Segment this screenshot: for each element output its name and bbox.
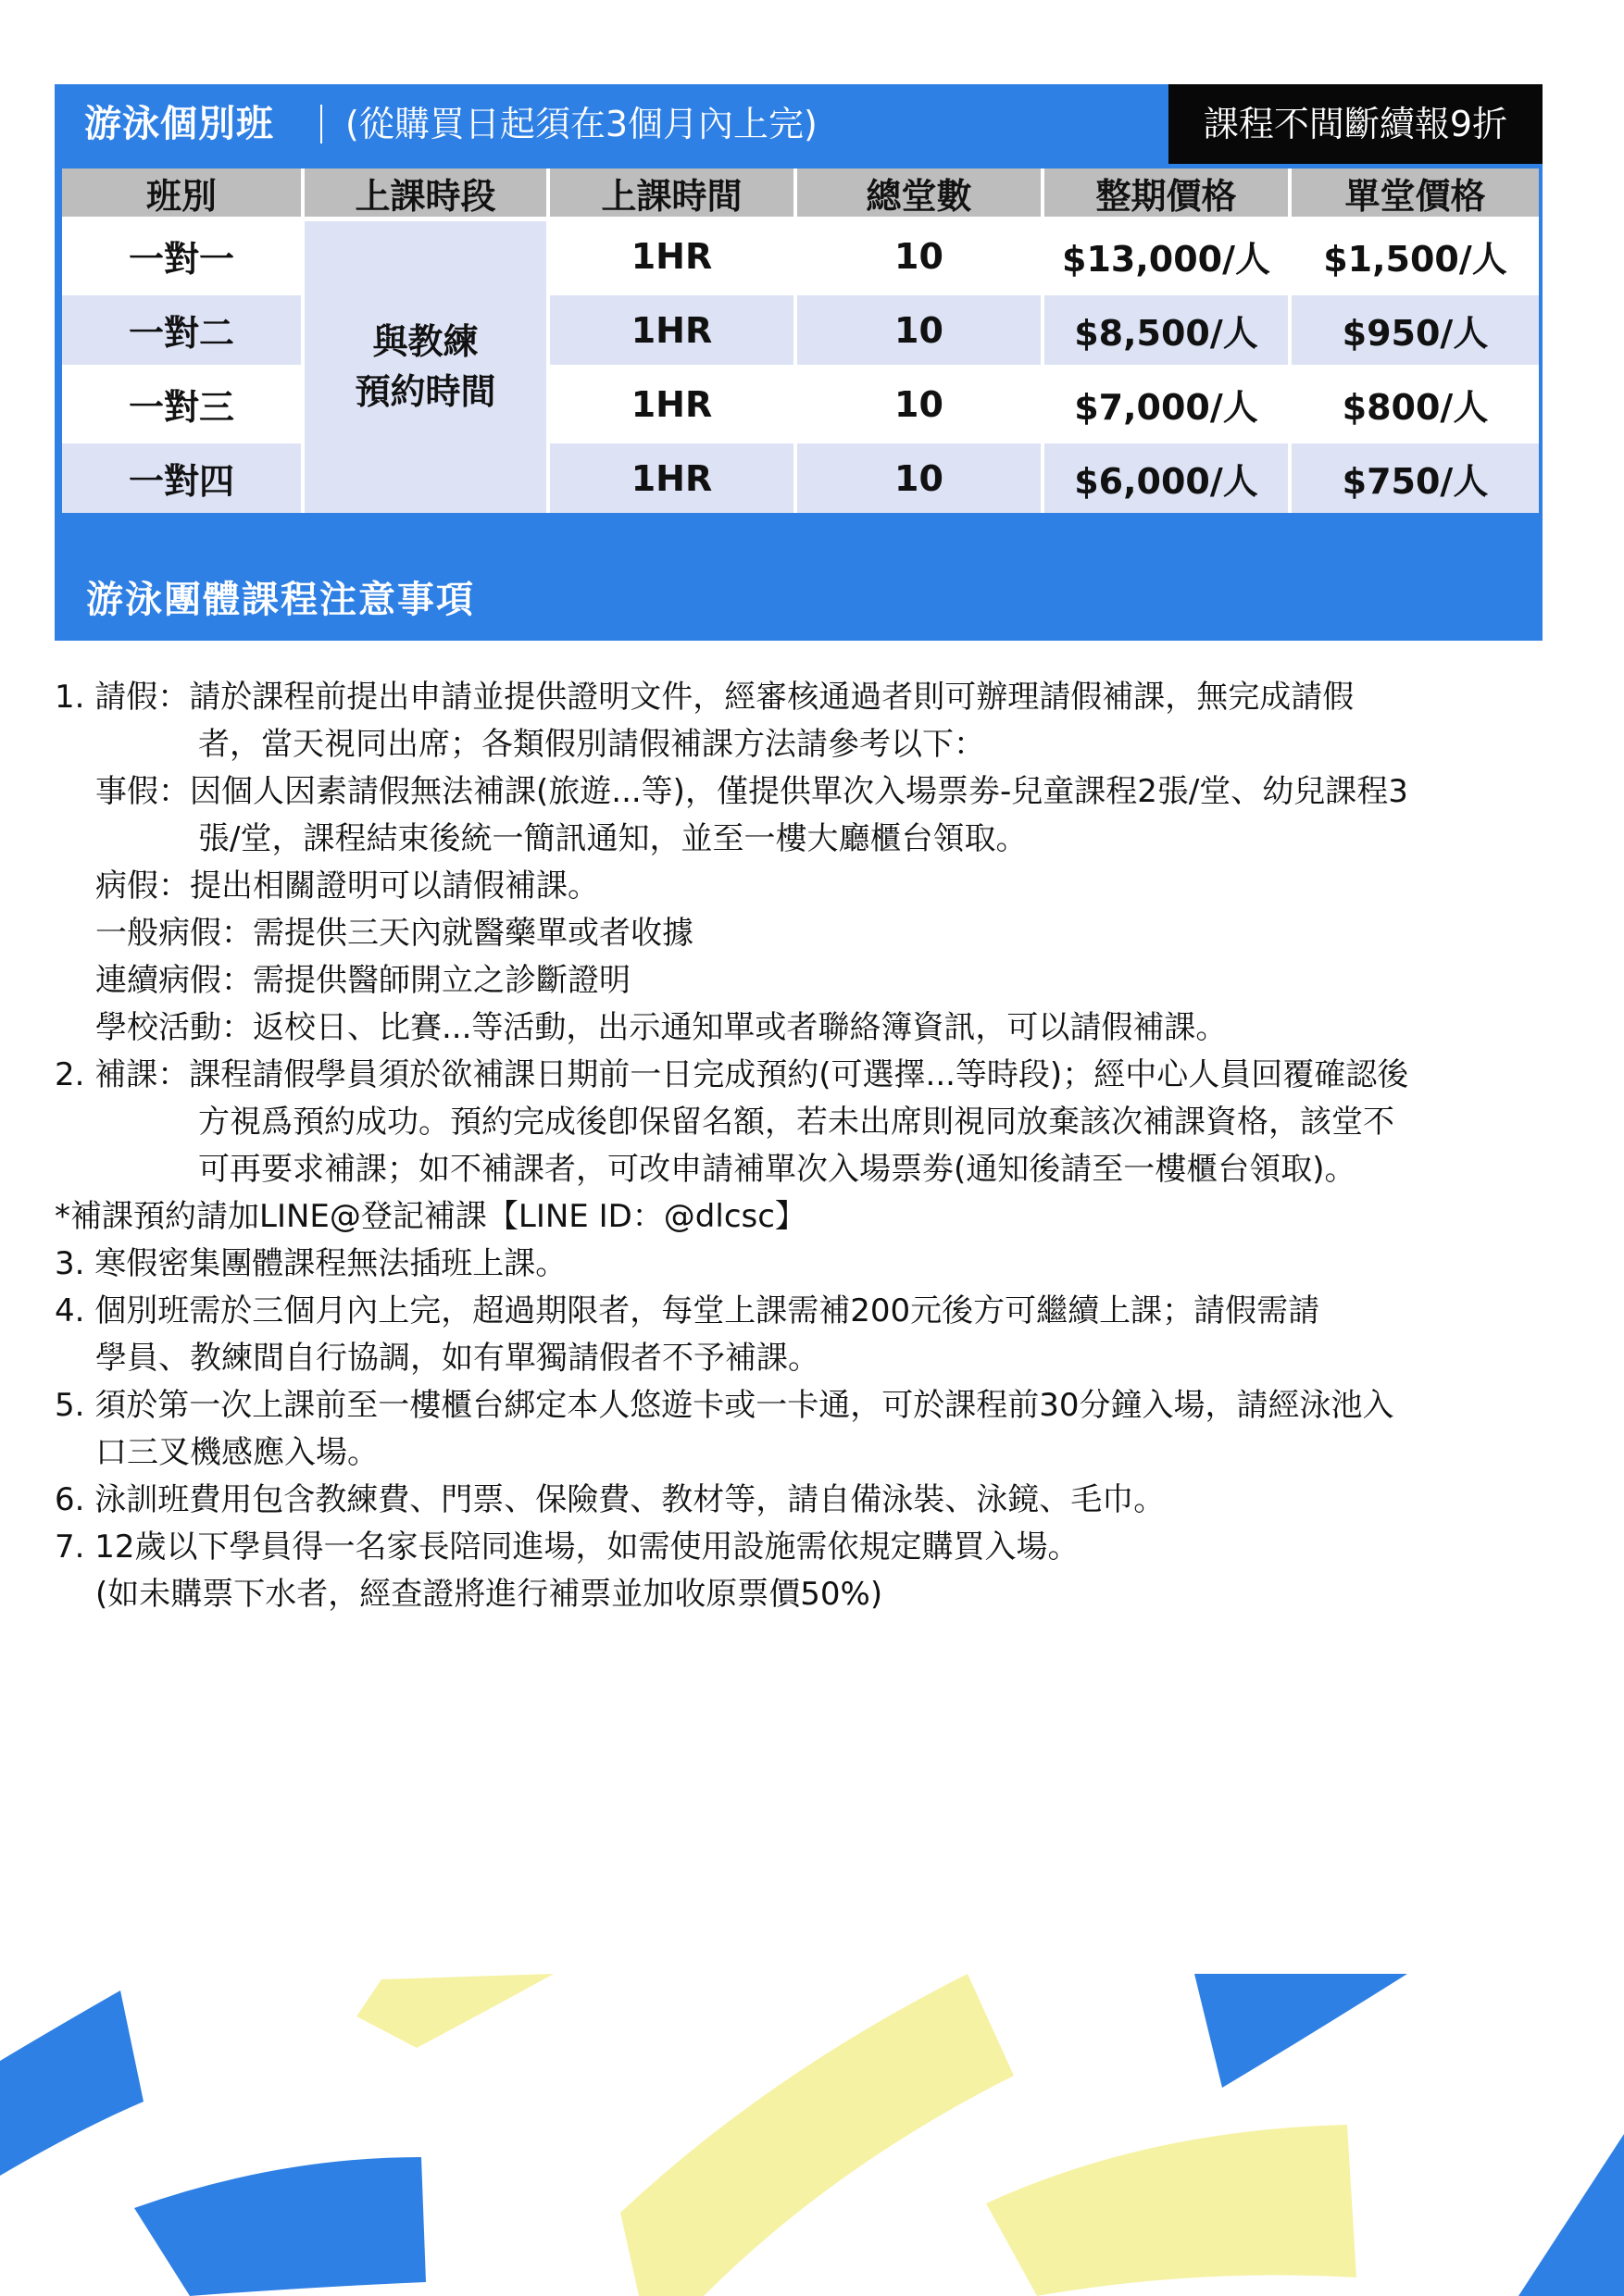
- course-header-bar: [55, 84, 1543, 164]
- deco-yellow-arc-center: [620, 1974, 1014, 2296]
- note-2-makeup-cont-2: 可再要求補課；如不補課者，可改申請補單次入場票劵(通知後請至一樓櫃台領取)。: [198, 1151, 1356, 1188]
- row-3-total-price: $7,000/人: [1074, 387, 1258, 428]
- row-1-sessions: 10: [894, 235, 943, 277]
- note-school-activity: 學校活動：返校日、比賽...等活動，出示通知單或者聯絡簿資訊，可以請假補課。: [95, 1009, 1228, 1046]
- course-validity-note: (從購買日起須在3個月內上完): [345, 104, 818, 144]
- price-table: [62, 168, 1539, 513]
- row-4-total-price: $6,000/人: [1044, 443, 1288, 513]
- time-slot-merged-cell: [305, 221, 546, 513]
- note-1-leave-cont: 者，當天視同出席；各類假別請假補課方法請參考以下：: [198, 726, 985, 763]
- row-2-class: 一對二: [62, 295, 301, 365]
- note-3-winter: 3. 寒假密集團體課程無法插班上課。: [55, 1245, 568, 1282]
- row-3-class: 一對三: [128, 387, 234, 428]
- notes-list: [55, 674, 1545, 1618]
- note-personal-leave-cont: 張/堂，課程結束後統一簡訊通知，並至一樓大廳櫃台領取。: [198, 820, 1028, 857]
- note-5-card-cont: 口三叉機感應入場。: [95, 1434, 379, 1471]
- row-2-total-price: $8,500/人: [1044, 295, 1288, 365]
- row-2-duration: 1HR: [550, 295, 793, 365]
- deco-blue-arc-corner: [1518, 2134, 1624, 2296]
- note-2-makeup-cont-1: 方視爲預約成功。預約完成後卽保留名額，若未出席則視同放棄該次補課資格，該堂不: [198, 1104, 1394, 1141]
- col-header-class: 班別: [62, 168, 301, 217]
- row-1-class: 一對一: [128, 239, 234, 280]
- row-1-per-session-price: $1,500/人: [1323, 239, 1507, 280]
- deco-yellow-arc-top: [356, 1974, 554, 2048]
- note-1-leave: 1. 請假：請於課程前提出申請並提供證明文件，經審核通過者則可辦理請假補課，無完成請假: [55, 679, 1355, 716]
- row-4-class: 一對四: [62, 443, 301, 513]
- deco-blue-triangle-right: [1194, 1974, 1407, 2088]
- title-separator: [320, 105, 322, 144]
- col-header-per-session-price: 單堂價格: [1292, 168, 1539, 217]
- note-4-individual: 4. 個別班需於三個月內上完，超過期限者，每堂上課需補200元後方可繼續上課；請假需請: [55, 1292, 1320, 1329]
- note-5-card: 5. 須於第一次上課前至一樓櫃台綁定本人悠遊卡或一卡通，可於課程前30分鐘入場，請經泳池入: [55, 1387, 1394, 1424]
- note-7-children-cont: (如未購票下水者，經查證將進行補票並加收原票價50%): [95, 1576, 883, 1613]
- note-6-fees: 6. 泳訓班費用包含教練費、門票、保險費、教材等，請自備泳裝、泳鏡、毛巾。: [55, 1481, 1166, 1518]
- note-7-children: 7. 12歲以下學員得一名家長陪同進場，如需使用設施需依規定購買入場。: [55, 1529, 1080, 1566]
- note-4-individual-cont: 學員、教練間自行協調，如有單獨請假者不予補課。: [95, 1340, 819, 1377]
- col-header-duration: 上課時間: [550, 168, 793, 217]
- row-4-duration: 1HR: [550, 443, 793, 513]
- course-title: 游泳個別班: [84, 103, 274, 145]
- row-2-per-session-price: $950/人: [1292, 295, 1539, 365]
- row-1-duration: 1HR: [631, 235, 713, 277]
- discount-badge: 課程不間斷續報9折: [1168, 84, 1543, 164]
- deco-yellow-arc-right: [986, 2125, 1356, 2296]
- row-4-sessions: 10: [797, 443, 1041, 513]
- col-header-total-price: 整期價格: [1044, 168, 1288, 217]
- row-2-sessions: 10: [797, 295, 1041, 365]
- row-4-per-session-price: $750/人: [1292, 443, 1539, 513]
- col-header-time-slot: 上課時段: [305, 168, 546, 217]
- row-3-duration: 1HR: [631, 383, 713, 425]
- price-table-frame: [55, 164, 1543, 559]
- deco-blue-arc-bottom-left: [134, 2157, 426, 2296]
- note-line-booking: *補課預約請加LINE@登記補課【LINE ID：@dlcsc】: [55, 1198, 806, 1235]
- time-slot-line-1: 與教練: [372, 321, 479, 363]
- deco-blue-arc-left: [0, 1990, 144, 2176]
- notes-title: 游泳團體課程注意事項: [86, 579, 475, 621]
- note-general-sick-leave: 一般病假：需提供三天內就醫藥單或者收據: [95, 915, 693, 952]
- col-header-sessions: 總堂數: [797, 168, 1041, 217]
- note-sick-leave: 病假：提出相關證明可以請假補課。: [95, 867, 599, 905]
- notes-title-bar: [55, 559, 1543, 641]
- row-3-sessions: 10: [894, 383, 943, 425]
- note-continuous-sick-leave: 連續病假：需提供醫師開立之診斷證明: [95, 962, 631, 999]
- row-1-total-price: $13,000/人: [1062, 239, 1270, 280]
- time-slot-line-2: 預約時間: [355, 370, 496, 412]
- decorative-shapes: [0, 1972, 1624, 2296]
- note-personal-leave: 事假：因個人因素請假無法補課(旅遊...等)，僅提供單次入場票劵-兒童課程2張/堂、幼兒課程3: [95, 773, 1408, 810]
- note-2-makeup: 2. 補課：課程請假學員須於欲補課日期前一日完成預約(可選擇...等時段)；經中心人員回覆確認後: [55, 1056, 1409, 1093]
- row-3-per-session-price: $800/人: [1342, 387, 1489, 428]
